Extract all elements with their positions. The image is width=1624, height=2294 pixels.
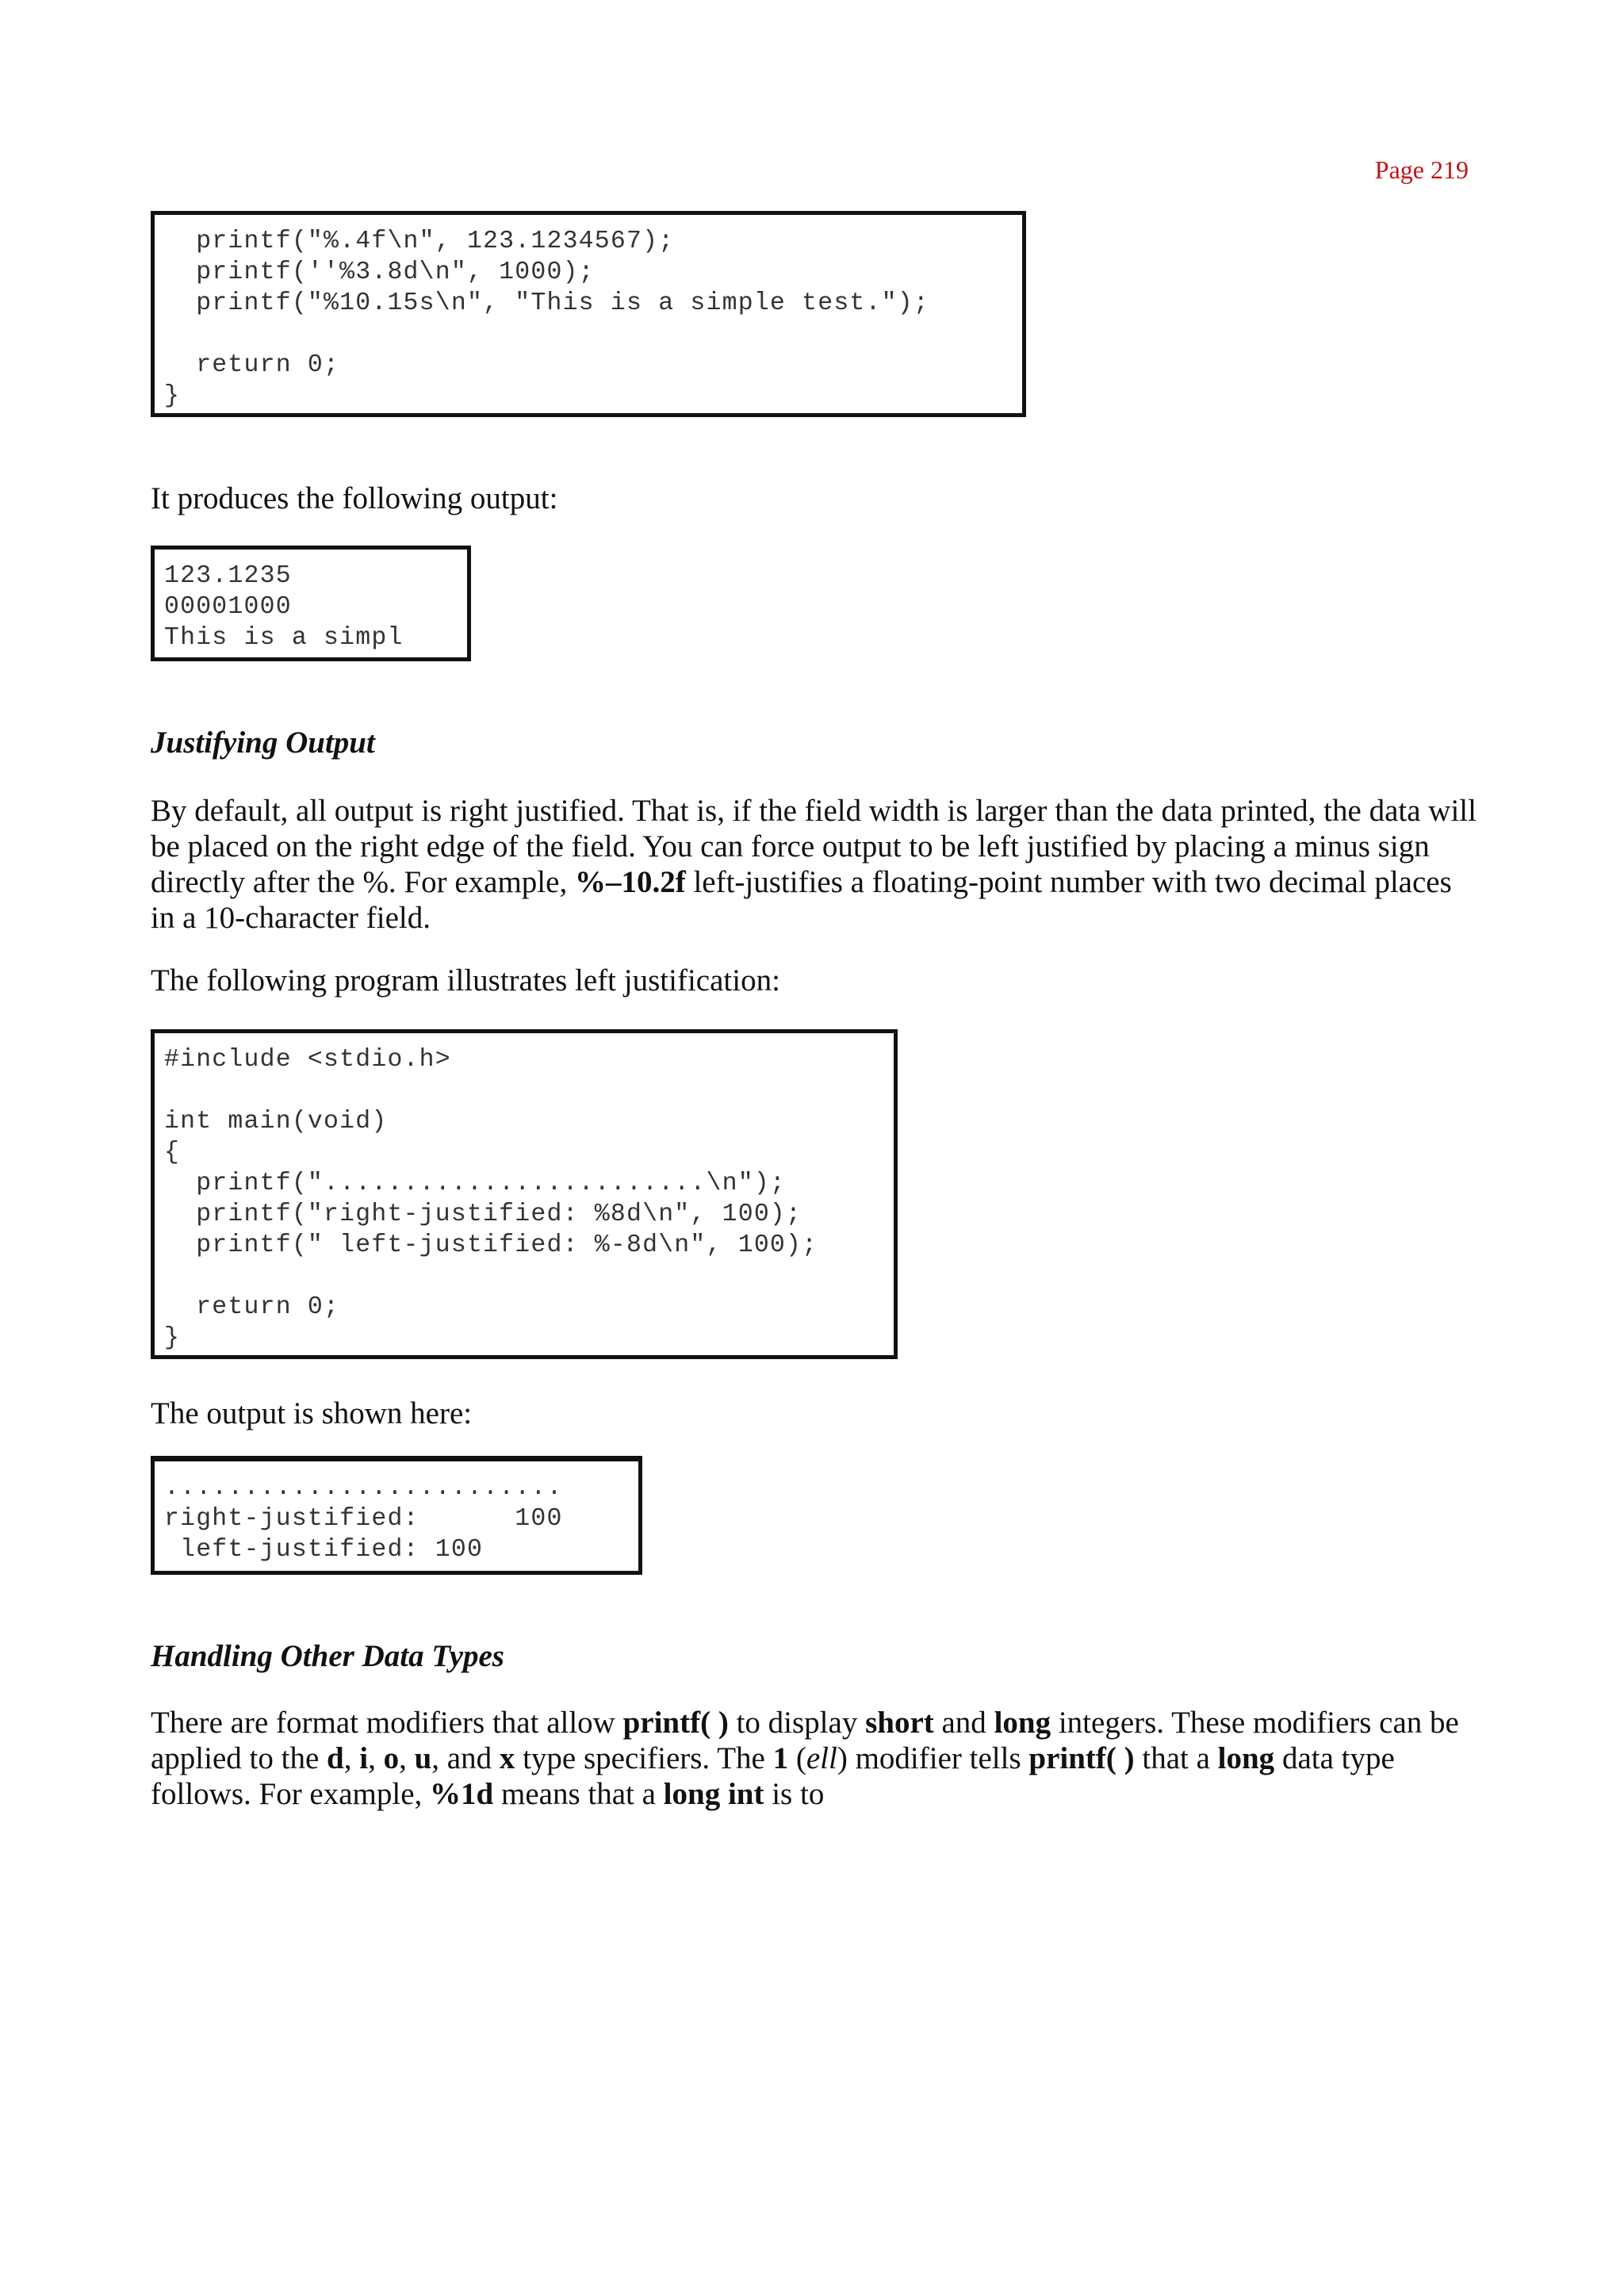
text-run: (: [788, 1741, 806, 1775]
text-run: that a: [1134, 1741, 1218, 1775]
code-line: printf("%.4f\n", 123.1234567);: [164, 228, 675, 255]
text-run: ,: [368, 1741, 384, 1775]
output-block-justification: [151, 1456, 642, 1575]
section-heading-justifying-output: Justifying Output: [151, 726, 375, 760]
text-run: data type follows. For example,: [151, 1741, 1395, 1811]
text-run: left-justifies a floating-point number with two decimal places in a 10-character field.: [151, 865, 1452, 935]
keyword: long: [994, 1706, 1051, 1740]
text-run: By default, all output is right justified. That is, if the field width is larger than the data printed, the data will be placed on the right edge of the field. You can force output to be left justified by placing a minus sign directly after the %. For example,: [151, 794, 1477, 899]
code-line: printf("........................\n");: [164, 1170, 787, 1197]
output-text: [164, 1473, 629, 1565]
code-line: {: [164, 1139, 181, 1166]
code-line: return 0;: [164, 351, 340, 379]
specifier: u: [414, 1741, 432, 1775]
output-intro-paragraph: It produces the following output:: [151, 481, 558, 515]
text-run: is to: [764, 1777, 825, 1811]
code-block-printf-examples: [151, 211, 1026, 417]
output-line: This is a simpl: [164, 624, 404, 652]
specifier: i: [359, 1741, 369, 1775]
function-name: printf( ): [1028, 1741, 1135, 1775]
function-name: printf( ): [622, 1706, 729, 1740]
output-shown-paragraph: The output is shown here:: [151, 1396, 473, 1430]
code-line: }: [164, 1324, 181, 1352]
keyword: long int: [663, 1777, 764, 1811]
output-line: right-justified: 100: [164, 1505, 563, 1533]
code-text: [164, 226, 1013, 412]
text-run: ,: [399, 1741, 415, 1775]
output-block-printf: [151, 546, 471, 661]
output-line: 123.1235: [164, 562, 292, 590]
data-types-paragraph: [151, 1705, 1483, 1812]
specifier: o: [383, 1741, 400, 1775]
text-run: to display: [728, 1706, 866, 1740]
text-run: means that a: [493, 1777, 664, 1811]
code-block-justification-program: [151, 1029, 898, 1359]
keyword: long: [1217, 1741, 1275, 1775]
text-run: ) modifier tells: [837, 1741, 1029, 1775]
code-line: printf("%10.15s\n", "This is a simple test.");: [164, 289, 929, 317]
output-line: left-justified: 100: [164, 1536, 484, 1564]
code-line: #include <stdio.h>: [164, 1046, 451, 1074]
code-line: printf("right-justified: %8d\n", 100);: [164, 1201, 802, 1228]
code-line: }: [164, 382, 181, 410]
code-text: [164, 1044, 884, 1354]
output-line: .........................: [164, 1474, 563, 1502]
text-run: and: [933, 1706, 994, 1740]
code-line: printf(" left-justified: %-8d\n", 100);: [164, 1231, 818, 1259]
italic-term: ell: [806, 1741, 837, 1775]
section-heading-other-data-types: Handling Other Data Types: [151, 1639, 504, 1673]
text-run: ,: [343, 1741, 360, 1775]
modifier: 1: [772, 1741, 789, 1775]
specifier: x: [499, 1741, 515, 1775]
format-specifier: %1d: [430, 1777, 494, 1811]
text-run: , and: [431, 1741, 500, 1775]
format-specifier: %–10.2f: [574, 865, 686, 899]
page-number: Page 219: [1374, 155, 1469, 184]
code-line: int main(void): [164, 1108, 388, 1136]
specifier: d: [327, 1741, 344, 1775]
code-line: return 0;: [164, 1293, 340, 1321]
text-run: type specifiers. The: [515, 1741, 773, 1775]
justify-paragraph: [151, 793, 1483, 936]
keyword: short: [865, 1706, 934, 1740]
output-line: 00001000: [164, 593, 292, 621]
program-intro-paragraph: The following program illustrates left justification:: [151, 963, 780, 998]
code-line: printf(''%3.8d\n", 1000);: [164, 259, 595, 286]
output-text: [164, 561, 458, 653]
text-run: There are format modifiers that allow: [151, 1706, 623, 1740]
text-run: integers. These modifiers can be applied to the: [151, 1706, 1459, 1775]
